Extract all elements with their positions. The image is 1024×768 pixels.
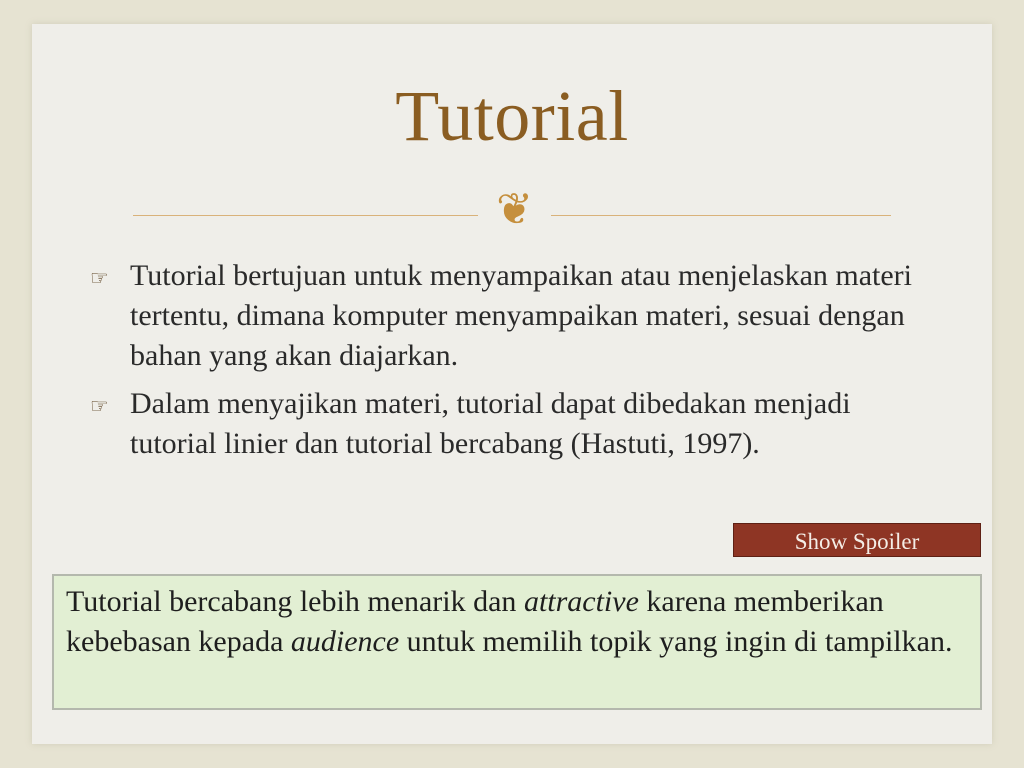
bullet-item: [88, 256, 938, 376]
slide-title: Tutorial: [395, 76, 629, 156]
title-divider-left: [133, 215, 478, 216]
spoiler-text-emphasis: attractive: [523, 585, 639, 618]
spoiler-text-part: Tutorial bercabang lebih menarik dan: [66, 585, 524, 618]
bullet-icon: ☞: [90, 266, 109, 290]
show-spoiler-button[interactable]: Show Spoiler: [733, 523, 981, 557]
spoiler-text-part: karena memberikan kebebasan kepada: [66, 585, 884, 658]
spoiler-content-box: [52, 574, 982, 710]
bullet-icon: ☞: [90, 394, 109, 418]
bullet-item: [88, 384, 938, 464]
bullet-list: [88, 256, 938, 472]
bullet-text: Tutorial bertujuan untuk menyampaikan atau menjelaskan materi tertentu, dimana komputer menyampaikan materi, sesuai dengan bahan yang akan diajarkan.: [130, 259, 913, 372]
title-divider-right: [551, 215, 891, 216]
spoiler-text-emphasis: audience: [290, 625, 400, 658]
fleuron-ornament-icon: ❦: [496, 185, 533, 234]
spoiler-text-part: untuk memilih topik yang ingin di tampilkan.: [399, 625, 953, 658]
bullet-text: Dalam menyajikan materi, tutorial dapat dibedakan menjadi tutorial linier dan tutorial bercabang (Hastuti, 1997).: [130, 387, 851, 460]
